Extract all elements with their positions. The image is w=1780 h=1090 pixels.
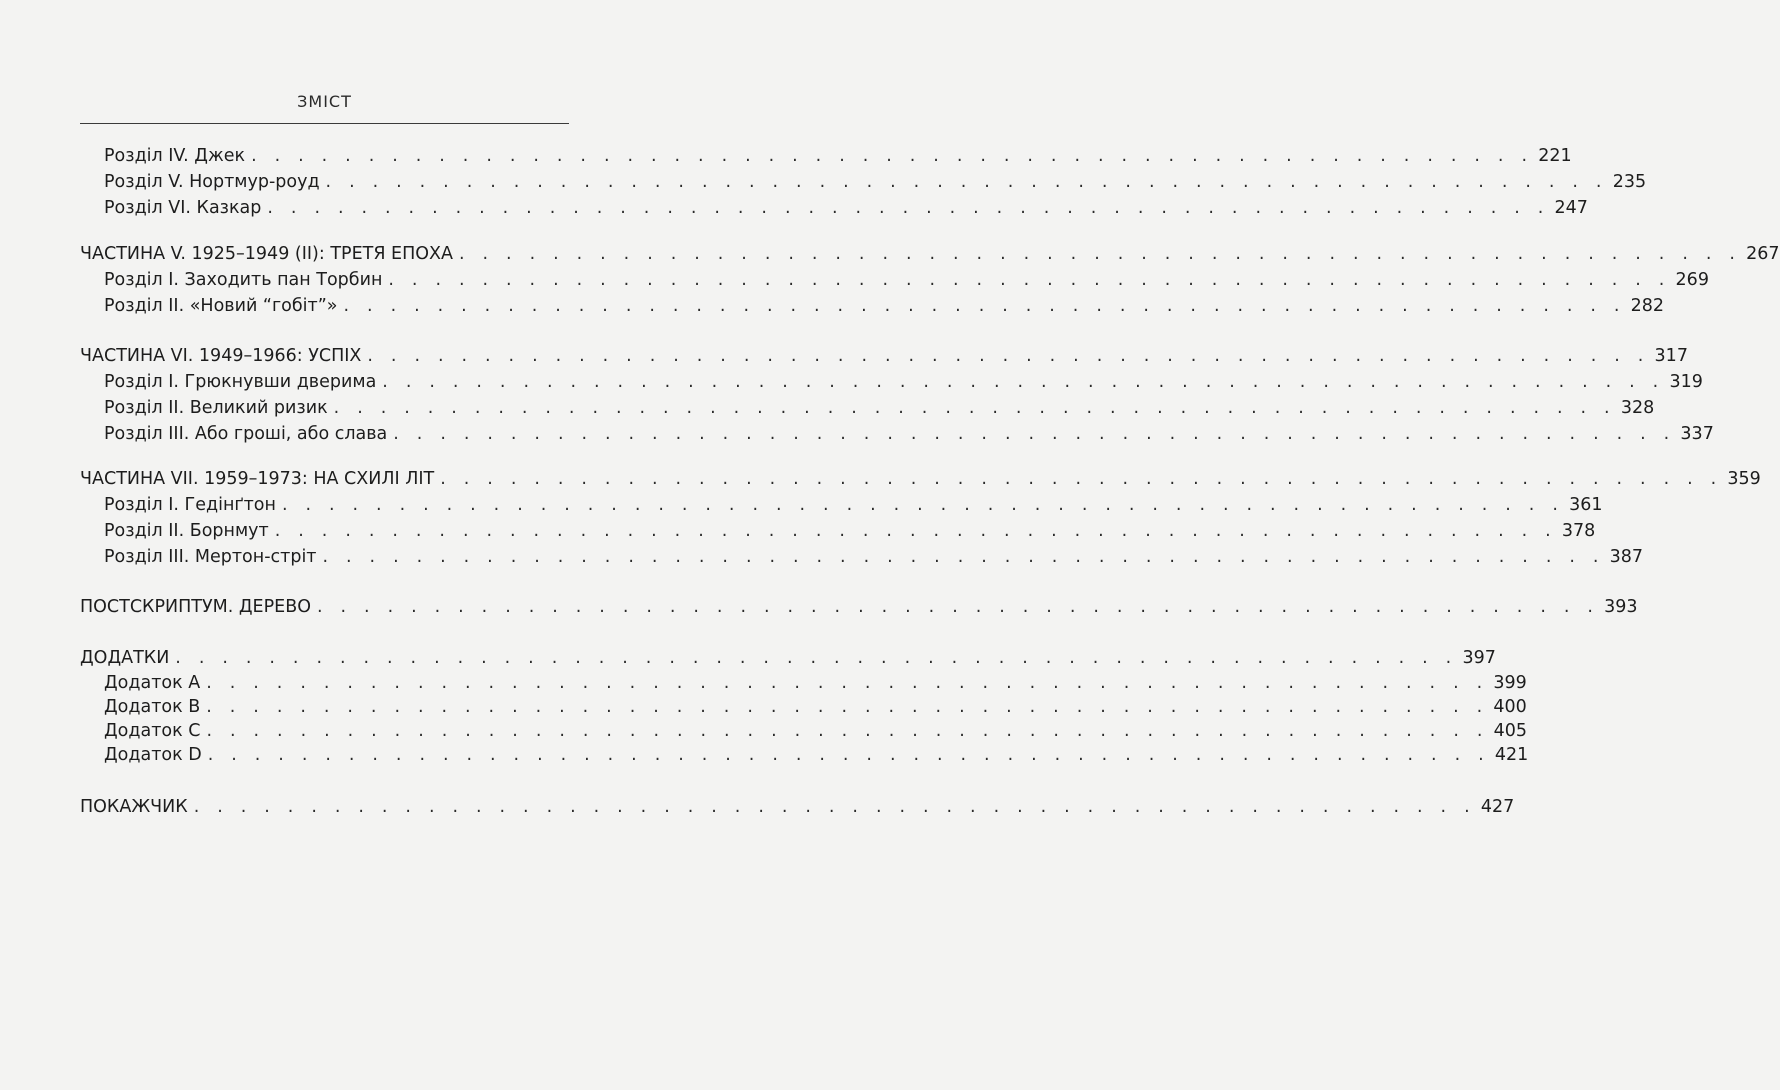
toc-part-entry <box>80 343 1688 369</box>
entry-title: Розділ V. Нортмур-роуд <box>104 172 320 192</box>
toc-entry <box>104 544 1644 570</box>
entry-page: 269 <box>1675 270 1709 290</box>
entry-page: 359 <box>1727 469 1761 489</box>
page-header: ЗМІСТ <box>297 92 352 111</box>
entry-title: Розділ III. Або гроші, або слава <box>104 424 388 444</box>
entry-title: Розділ I. Заходить пан Торбин <box>104 270 383 290</box>
toc-entry <box>104 369 1703 395</box>
dot-leader: . . . . . . . . . . . . . . . . . . . . . . . . . . . . . . . . . . . . . . . . . . . . . . . . . . . . . . . <box>322 547 1605 567</box>
entry-page: 235 <box>1612 172 1647 192</box>
dot-leader: . . . . . . . . . . . . . . . . . . . . . . . . . . . . . . . . . . . . . . . . . . . . . . . . . . . . . . . <box>333 398 1616 418</box>
toc-entry <box>104 670 1527 696</box>
entry-title: ЧАСТИНА VII. 1959–1973: НА СХИЛІ ЛІТ <box>80 469 435 489</box>
entry-title: Розділ II. Великий ризик <box>104 398 328 418</box>
entry-page: 393 <box>1604 597 1638 617</box>
entry-page: 405 <box>1493 721 1528 741</box>
toc-entry <box>104 395 1655 421</box>
entry-page: 427 <box>1480 797 1515 817</box>
entry-page: 247 <box>1554 198 1588 218</box>
dot-leader: . . . . . . . . . . . . . . . . . . . . . . . . . . . . . . . . . . . . . . . . . . . . . . . . . . . . . . . <box>393 424 1676 444</box>
toc-part-entry <box>80 645 1496 671</box>
toc-part-entry <box>80 594 1638 620</box>
toc-entry <box>104 518 1596 544</box>
entry-title: ПОСТСКРИПТУМ. ДЕРЕВО <box>80 597 311 617</box>
entry-title: Розділ I. Грюкнувши дверима <box>104 372 377 392</box>
dot-leader: . . . . . . . . . . . . . . . . . . . . . . . . . . . . . . . . . . . . . . . . . . . . . . . . . . . . . . . <box>206 721 1489 741</box>
toc-entry <box>104 694 1527 720</box>
toc-entry <box>104 421 1714 447</box>
entry-title: Додаток А <box>104 673 201 693</box>
dot-leader: . . . . . . . . . . . . . . . . . . . . . . . . . . . . . . . . . . . . . . . . . . . . . . . . . . . . . . . <box>382 372 1665 392</box>
toc-entry <box>104 718 1528 744</box>
dot-leader: . . . . . . . . . . . . . . . . . . . . . . . . . . . . . . . . . . . . . . . . . . . . . . . . . . . . . . . <box>317 597 1600 617</box>
entry-page: 282 <box>1630 296 1665 316</box>
dot-leader: . . . . . . . . . . . . . . . . . . . . . . . . . . . . . . . . . . . . . . . . . . . . . . . . . . . . . . . <box>207 745 1490 765</box>
entry-page: 337 <box>1680 424 1714 444</box>
toc-part-entry <box>80 241 1780 267</box>
dot-leader: . . . . . . . . . . . . . . . . . . . . . . . . . . . . . . . . . . . . . . . . . . . . . . . . . . . . . . . <box>343 296 1626 316</box>
entry-title: Додаток B <box>104 697 201 717</box>
dot-leader: . . . . . . . . . . . . . . . . . . . . . . . . . . . . . . . . . . . . . . . . . . . . . . . . . . . . . . . <box>206 697 1489 717</box>
entry-page: 319 <box>1669 372 1703 392</box>
entry-page: 387 <box>1609 547 1644 567</box>
entry-title: ДОДАТКИ <box>80 648 170 668</box>
dot-leader: . . . . . . . . . . . . . . . . . . . . . . . . . . . . . . . . . . . . . . . . . . . . . . . . . . . . . . . <box>193 797 1476 817</box>
entry-title: Додаток C <box>104 721 201 741</box>
dot-leader: . . . . . . . . . . . . . . . . . . . . . . . . . . . . . . . . . . . . . . . . . . . . . . . . . . . . . . . <box>459 244 1742 264</box>
entry-title: ЧАСТИНА VI. 1949–1966: УСПІХ <box>80 346 362 366</box>
toc-part-entry <box>80 794 1515 820</box>
toc-entry <box>104 267 1709 293</box>
entry-page: 328 <box>1620 398 1655 418</box>
entry-title: Розділ II. «Новий “гобіт”» <box>104 296 338 316</box>
entry-title: ЧАСТИНА V. 1925–1949 (II): ТРЕТЯ ЕПОХА <box>80 244 453 264</box>
entry-page: 221 <box>1538 146 1572 166</box>
toc-entry <box>104 169 1647 195</box>
toc-entry <box>104 293 1665 319</box>
entry-page: 400 <box>1493 697 1527 717</box>
dot-leader: . . . . . . . . . . . . . . . . . . . . . . . . . . . . . . . . . . . . . . . . . . . . . . . . . . . . . . . <box>267 198 1550 218</box>
dot-leader: . . . . . . . . . . . . . . . . . . . . . . . . . . . . . . . . . . . . . . . . . . . . . . . . . . . . . . . <box>251 146 1534 166</box>
entry-page: 317 <box>1654 346 1688 366</box>
entry-title: Розділ I. Гедінґтон <box>104 495 276 515</box>
toc-entry <box>104 195 1588 221</box>
dot-leader: . . . . . . . . . . . . . . . . . . . . . . . . . . . . . . . . . . . . . . . . . . . . . . . . . . . . . . . <box>274 521 1557 541</box>
dot-leader: . . . . . . . . . . . . . . . . . . . . . . . . . . . . . . . . . . . . . . . . . . . . . . . . . . . . . . . <box>325 172 1608 192</box>
dot-leader: . . . . . . . . . . . . . . . . . . . . . . . . . . . . . . . . . . . . . . . . . . . . . . . . . . . . . . . <box>206 673 1489 693</box>
toc-part-entry <box>80 466 1761 492</box>
dot-leader: . . . . . . . . . . . . . . . . . . . . . . . . . . . . . . . . . . . . . . . . . . . . . . . . . . . . . . . <box>367 346 1650 366</box>
toc-entry <box>104 143 1572 169</box>
toc-entry <box>104 492 1603 518</box>
dot-leader: . . . . . . . . . . . . . . . . . . . . . . . . . . . . . . . . . . . . . . . . . . . . . . . . . . . . . . . <box>281 495 1565 515</box>
entry-page: 399 <box>1493 673 1527 693</box>
entry-page: 421 <box>1494 745 1529 765</box>
entry-title: Додаток D <box>104 745 202 765</box>
toc-entry <box>104 742 1529 768</box>
entry-title: Розділ VI. Казкар <box>104 198 262 218</box>
entry-page: 361 <box>1569 495 1603 515</box>
entry-page: 378 <box>1561 521 1596 541</box>
dot-leader: . . . . . . . . . . . . . . . . . . . . . . . . . . . . . . . . . . . . . . . . . . . . . . . . . . . . . . . <box>440 469 1723 489</box>
dot-leader: . . . . . . . . . . . . . . . . . . . . . . . . . . . . . . . . . . . . . . . . . . . . . . . . . . . . . . . <box>175 648 1458 668</box>
entry-page: 267 <box>1746 244 1780 264</box>
entry-title: ПОКАЖЧИК <box>80 797 188 817</box>
entry-title: Розділ III. Мертон-стріт <box>104 547 317 567</box>
entry-page: 397 <box>1462 648 1496 668</box>
dot-leader: . . . . . . . . . . . . . . . . . . . . . . . . . . . . . . . . . . . . . . . . . . . . . . . . . . . . . . . <box>388 270 1671 290</box>
entry-title: Розділ IV. Джек <box>104 146 246 166</box>
entry-title: Розділ II. Борнмут <box>104 521 269 541</box>
